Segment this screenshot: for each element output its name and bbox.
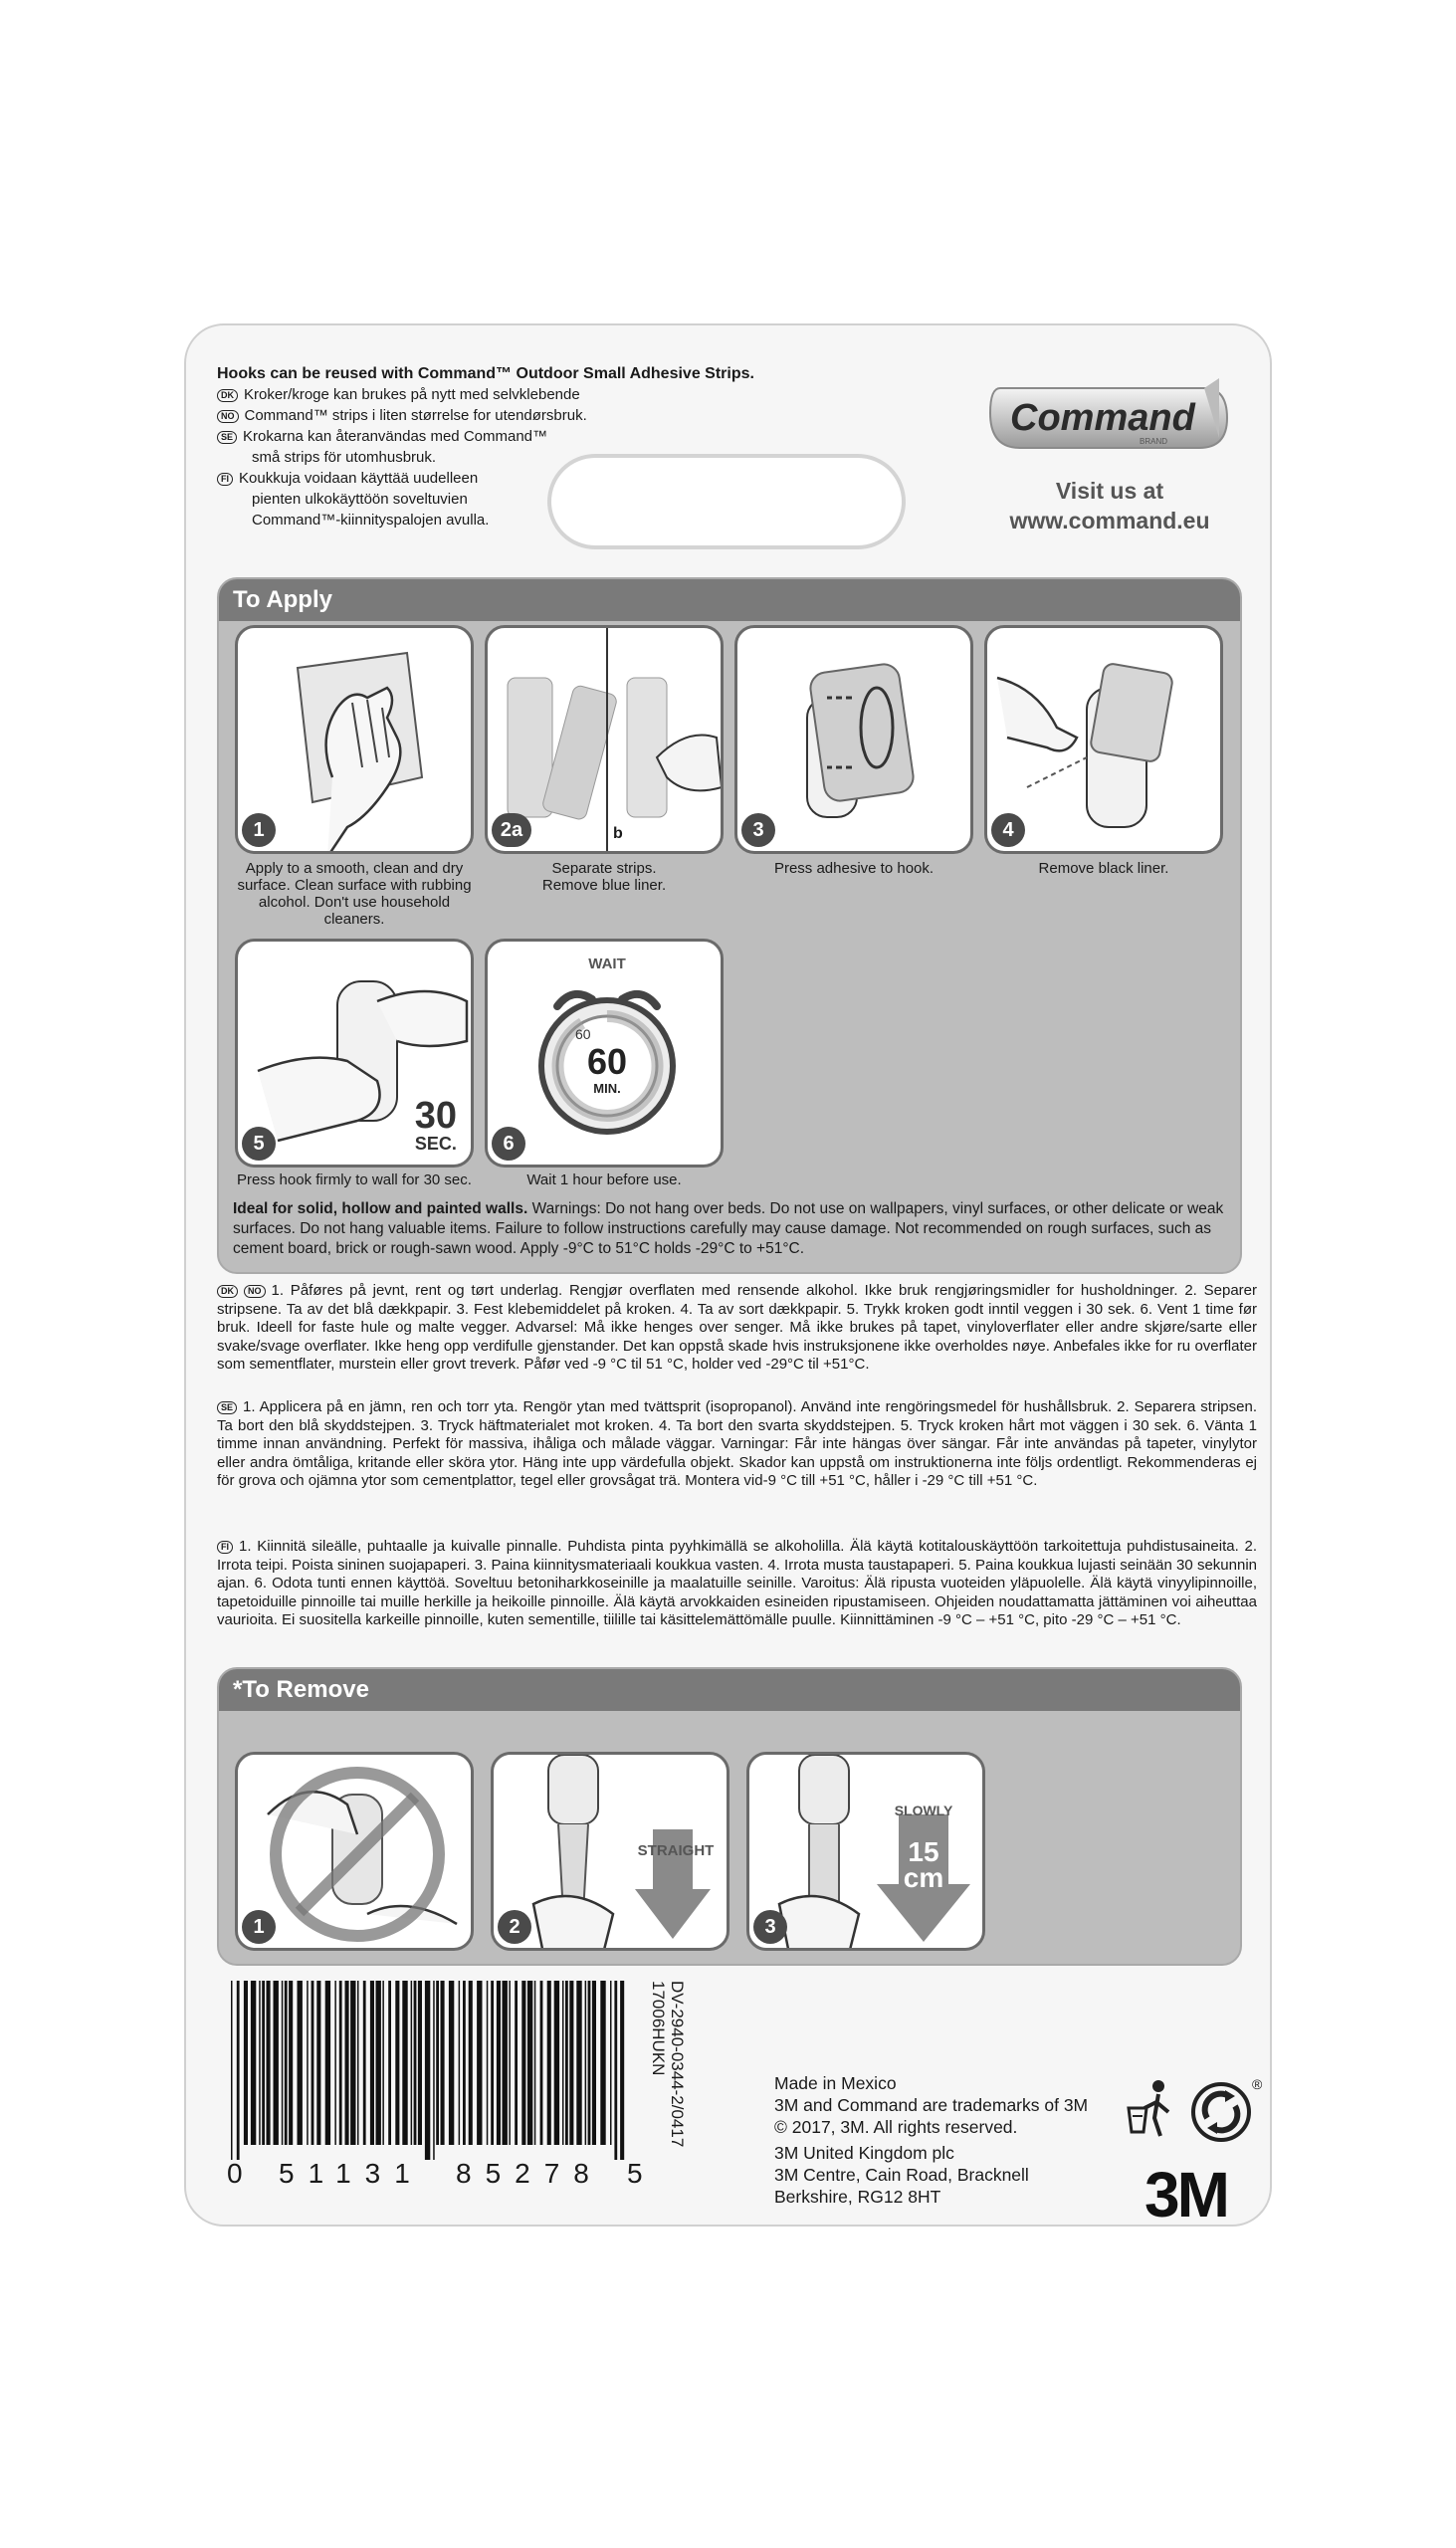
- barcode-bar: [237, 1981, 240, 2160]
- barcode-bar: [298, 1981, 303, 2145]
- apply-step-1: [235, 625, 474, 854]
- visit-us: [985, 476, 1234, 535]
- reuse-line-text: Command™ strips i liten størrelse for utendørsbruk.: [244, 407, 587, 424]
- company-address: 3M Centre, Cain Road, Bracknell: [774, 2165, 1029, 2185]
- barcode-bar: [515, 1981, 518, 2145]
- barcode-bar: [334, 1981, 336, 2145]
- remove-step-1: [235, 1752, 474, 1951]
- logo-word: Command: [1010, 397, 1195, 439]
- barcode-bar: [610, 1981, 612, 2145]
- remove-step-3: [746, 1752, 985, 1951]
- remove-step-2: [491, 1752, 729, 1951]
- product-code-1: DV-2940-0344-2/0417: [668, 1981, 687, 2148]
- product-code-2: 17006HUKN: [649, 1981, 668, 2076]
- command-logo: [980, 368, 1239, 468]
- caption-step-4: Remove black liner.: [1038, 860, 1169, 877]
- barcode-bar: [282, 1981, 284, 2145]
- step-number: 1: [242, 1910, 276, 1944]
- barcode-digit-left: 0: [227, 2158, 243, 2189]
- barcode-bar: [441, 1981, 445, 2145]
- apply-step-2: [485, 625, 724, 854]
- reuse-line-text: Command™-kiinnityspalojen avulla.: [252, 512, 490, 529]
- barcode-bar: [600, 1981, 605, 2145]
- translation-fi-text: 1. Kiinnitä sileälle, puhtaalle ja kuivalle pinnalle. Puhdista pinta pyyhkimällä se alkoholilla. Älä käytä kotitalouskäyttöön tarkoitettuja puhdistusaineita. 2. Irrota teipi. Poista sininen suojapaperi. 3. Paina kiinnitysmateriaali koukkua vasten. 4. Irrota musta taustapaperi. 5. Paina koukkua lujasti seinään 30 sekunnin ajan. 6. Odota tunti ennen käyttöä. Soveltuu betoniharkkoseinille ja maalatuille seinille. Varoitus: Älä ripusta vuoteiden yläpuolelle. Älä käytä vinyylipinnoille, tapetoiduille pinnoille tai muille herkille ja heikoille pinnoille. Älä käytä arvokkaiden esineiden ripustamiseen. Ohjeiden noudattamatta jättäminen voi aiheuttaa vaurioita. Ei suositella karkeille pinnoille, kuten sementille, tiilille tai käsittelemättömälle puulle. Kiinnittäminen -9 °C – +51 °C, pito -29 °C – +51 °C.: [217, 1538, 1257, 1628]
- apply-step-5: [235, 939, 474, 1168]
- barcode-bar: [463, 1981, 466, 2145]
- translation-dk-no: [217, 1282, 1257, 1375]
- barcode-bar: [527, 1981, 532, 2145]
- caption-step-3: Press adhesive to hook.: [773, 860, 935, 877]
- clock-minutes-label: MIN.: [593, 1081, 621, 1096]
- apply-step-3: [734, 625, 973, 854]
- reuse-line-text: små strips för utomhusbruk.: [252, 449, 437, 466]
- barcode-bar: [363, 1981, 366, 2145]
- barcode-bar: [614, 1981, 617, 2160]
- caption-step-1: Apply to a smooth, clean and dry surface. Clean surface with rubbing alcohol. Don't use household cleaners.: [237, 860, 472, 928]
- barcode-bar: [350, 1981, 355, 2145]
- step-2b-label: b: [613, 825, 623, 842]
- distance-value: 15: [908, 1836, 939, 1867]
- translation-se: [217, 1398, 1257, 1491]
- reuse-line-text: Krokarna kan återanvändas med Command™: [243, 428, 548, 445]
- reuse-info: [217, 363, 814, 531]
- reuse-translations: [217, 384, 814, 531]
- visit-line1: Visit us at: [1055, 478, 1164, 504]
- reuse-line: [217, 489, 814, 510]
- tidyman-icon: [1125, 2078, 1174, 2138]
- step-number: 5: [242, 1127, 276, 1161]
- clock-dial-label: 60: [575, 1026, 591, 1042]
- clock-icon: [527, 981, 687, 1141]
- barcode-bar: [449, 1981, 454, 2145]
- caption-step-2: Separate strips. Remove blue liner.: [541, 860, 667, 894]
- company-city: Berkshire, RG12 8HT: [774, 2187, 941, 2207]
- step-number: 3: [741, 813, 775, 847]
- timer-30-value: 30: [414, 1095, 457, 1137]
- reuse-english: Hooks can be reused with Command™ Outdoor Small Adhesive Strips.: [217, 365, 754, 382]
- product-codes: [649, 1981, 687, 2220]
- warning-text: Warnings: Do not hang over beds. Do not use on wallpapers, vinyl surfaces, or other delicate or weak surfaces. Do not hang valuable items. Failure to follow instructions carefully may cause damage. Not recommended on rough surfaces, such as cement board, brick or rough-sawn wood. Apply -9°C to 51°C holds -29°C to +51°C.: [233, 1200, 1224, 1257]
- trademark-line: 3M and Command are trademarks of 3M: [774, 2095, 1089, 2115]
- barcode-bar: [259, 1981, 261, 2145]
- barcode-bar: [487, 1981, 489, 2145]
- warning-bold: Ideal for solid, hollow and painted walls.: [233, 1200, 528, 1217]
- barcode-bar: [285, 1981, 288, 2145]
- barcode-bar: [262, 1981, 265, 2145]
- lang-tag: NO: [217, 410, 239, 423]
- barcode-group-2: 85278: [456, 2158, 603, 2189]
- barcode-bar: [402, 1981, 407, 2145]
- barcode-group-1: 51131: [279, 2158, 424, 2189]
- barcode-bar: [411, 1981, 413, 2145]
- barcode-digit-right: 5: [627, 2158, 643, 2189]
- barcode-bar: [395, 1981, 399, 2145]
- barcode-bar: [231, 1981, 233, 2160]
- barcode-bar: [547, 1981, 551, 2145]
- made-in: Made in Mexico: [774, 2073, 897, 2093]
- remove-title: *To Remove: [219, 1669, 1240, 1711]
- barcode-bar: [576, 1981, 581, 2145]
- translation-fi: [217, 1538, 1257, 1630]
- translation-se-text: 1. Applicera på en jämn, ren och torr yta. Rengör ytan med tvättsprit (isopropanol). Använd inte rengöringsmedel för hushållsbruk. 2. Separera stripsen. Ta bort den blå skyddstejpen. 3. Tryck häftmaterialet mot kroken. 4. Ta bort den svarta skyddstejpen. 5. Tryck kroken hårt mot väggen i 30 sek. 6. Vänta 1 timme innan användning. Perfekt för massiva, ihåliga och målade väggar. Varningar: Får inte hängas över sängar. Får inte användas på tapeter, vinylytor eller andra ömtåliga, kritande eller sköra ytor. Häng inte upp värdefulla objekt. Skador kan uppstå om instruktionerna inte följs ordentligt. Rekommenderas ej för grova och ojämna ytor som cementplattor, tegel eller grovsågat trä. Montera vid-9 °C till +51 °C, håller i -29 °C till +51 °C.: [217, 1398, 1257, 1489]
- barcode-bar: [620, 1981, 624, 2160]
- warnings-english: [233, 1199, 1248, 1259]
- barcode-bar: [497, 1981, 501, 2145]
- barcode-bar: [370, 1981, 374, 2145]
- registered-mark: ®: [1252, 2076, 1263, 2092]
- barcode-bar: [433, 1981, 435, 2160]
- barcode-bar: [425, 1981, 430, 2160]
- recycle-icon: [1189, 2080, 1253, 2144]
- manufacturer-info: [774, 2072, 1143, 2208]
- logo-sub: BRAND: [1140, 437, 1168, 446]
- apply-step-6: [485, 939, 724, 1168]
- barcode-bar: [307, 1981, 309, 2145]
- barcode-bar: [491, 1981, 494, 2145]
- barcode-bar: [244, 1981, 248, 2145]
- reuse-line: [217, 384, 814, 405]
- barcode-bar: [588, 1981, 591, 2145]
- company-name: 3M United Kingdom plc: [774, 2143, 954, 2163]
- barcode-bar: [376, 1981, 381, 2145]
- distance-label: [884, 1836, 963, 1893]
- apply-title: To Apply: [219, 579, 1240, 621]
- barcode-bar: [509, 1981, 511, 2145]
- 3m-logo: 3M: [1144, 2159, 1227, 2230]
- barcode-bar: [316, 1981, 320, 2145]
- barcode-bar: [345, 1981, 349, 2145]
- lang-tag: SE: [217, 431, 237, 444]
- barcode-bar: [382, 1981, 384, 2145]
- wipe-illustration: [238, 628, 474, 854]
- step-number: 4: [991, 813, 1025, 847]
- caption-step-6: Wait 1 hour before use.: [526, 1171, 682, 1188]
- barcode-bar: [418, 1981, 422, 2145]
- lang-tag-fi: FI: [217, 1541, 233, 1554]
- barcode-bar: [562, 1981, 564, 2145]
- barcode-bar: [503, 1981, 508, 2145]
- slowly-label: SLOWLY: [894, 1803, 953, 1818]
- barcode-bar: [565, 1981, 568, 2145]
- barcode-bar: [540, 1981, 543, 2145]
- reuse-line-text: pienten ulkokäyttöön soveltuvien: [252, 491, 468, 508]
- lang-tag-se: SE: [217, 1401, 237, 1414]
- barcode-bar: [592, 1981, 596, 2145]
- distance-unit: cm: [903, 1862, 944, 1893]
- step-number: 1: [242, 813, 276, 847]
- lang-tag-dk: DK: [217, 1285, 238, 1298]
- straight-label: STRAIGHT: [637, 1842, 715, 1859]
- reuse-line: [217, 510, 814, 531]
- barcode-bar: [459, 1981, 461, 2145]
- reuse-line: [217, 468, 814, 489]
- reuse-line-text: Kroker/kroge kan brukes på nytt med selvklebende: [244, 386, 580, 403]
- barcode-bar: [251, 1981, 256, 2145]
- lang-tag-no: NO: [244, 1285, 266, 1298]
- step-number: 2a: [492, 813, 531, 847]
- barcode: [229, 1981, 627, 2160]
- barcode-bar: [436, 1981, 439, 2145]
- lang-tag: DK: [217, 389, 238, 402]
- barcode-bar: [289, 1981, 293, 2145]
- barcode-bar: [414, 1981, 417, 2145]
- timer-30-badge: [415, 1097, 457, 1153]
- barcode-bar: [585, 1981, 587, 2145]
- caption-step-5: Press hook firmly to wall for 30 sec.: [237, 1171, 472, 1188]
- wait-label: WAIT: [588, 956, 626, 972]
- barcode-bar: [357, 1981, 359, 2145]
- barcode-bar: [569, 1981, 573, 2145]
- visit-url[interactable]: www.command.eu: [1009, 508, 1210, 533]
- barcode-bar: [469, 1981, 473, 2145]
- barcode-bar: [534, 1981, 536, 2145]
- barcode-bar: [325, 1981, 330, 2145]
- press-adhesive-illustration: [737, 628, 973, 854]
- reuse-line-text: Koukkuja voidaan käyttää uudelleen: [239, 470, 479, 487]
- barcode-bar: [274, 1981, 279, 2145]
- barcode-bar: [267, 1981, 271, 2145]
- barcode-bar: [477, 1981, 482, 2145]
- remove-liner-illustration: [987, 628, 1223, 854]
- timer-30-unit: SEC.: [414, 1134, 457, 1154]
- translation-dk-no-text: 1. Påføres på jevnt, rent og tørt underlag. Rengjør overflaten med rensende alkohol. Ikke bruk rengjøringsmidler for husholdninger. 2. Separer stripsene. Ta av det blå dækkpapir. 3. Fest klebemiddelet på kroken. 4. Ta av sort dækkpapir. 5. Trykk kroken godt inntil veggen i 30 sek. 6. Vent 1 time før bruk. Ideell for faste hule og malte vegger. Advarsel: Må ikke henges over senger. Må ikke brukes på tapet, vinyloverflater eller andre skjøre/sarte eller svake/svage overflater. Ikke heng opp verdifulle gjenstander. Det kan oppstå skade hvis instruksjonene ikke overholdes nøye. Anbefales ikke for ru overflater som sementflater, murstein eller grovt treverk. Påfør ved -9 °C til 51 °C, holder ved -29°C til +51°C.: [217, 1282, 1257, 1373]
- clock-minutes: 60: [586, 1041, 628, 1082]
- apply-step-4: [984, 625, 1223, 854]
- step-number: 3: [753, 1910, 787, 1944]
- reuse-line: [217, 426, 814, 447]
- lang-tag: FI: [217, 473, 233, 486]
- barcode-bar: [312, 1981, 314, 2145]
- reuse-line: [217, 447, 814, 468]
- barcode-bar: [554, 1981, 559, 2145]
- reuse-line: [217, 405, 814, 426]
- barcode-bar: [388, 1981, 391, 2145]
- step-number: 6: [492, 1127, 525, 1161]
- barcode-bar: [339, 1981, 342, 2145]
- copyright-line: © 2017, 3M. All rights reserved.: [774, 2117, 1018, 2137]
- barcode-bar: [521, 1981, 525, 2145]
- step-number: 2: [498, 1910, 531, 1944]
